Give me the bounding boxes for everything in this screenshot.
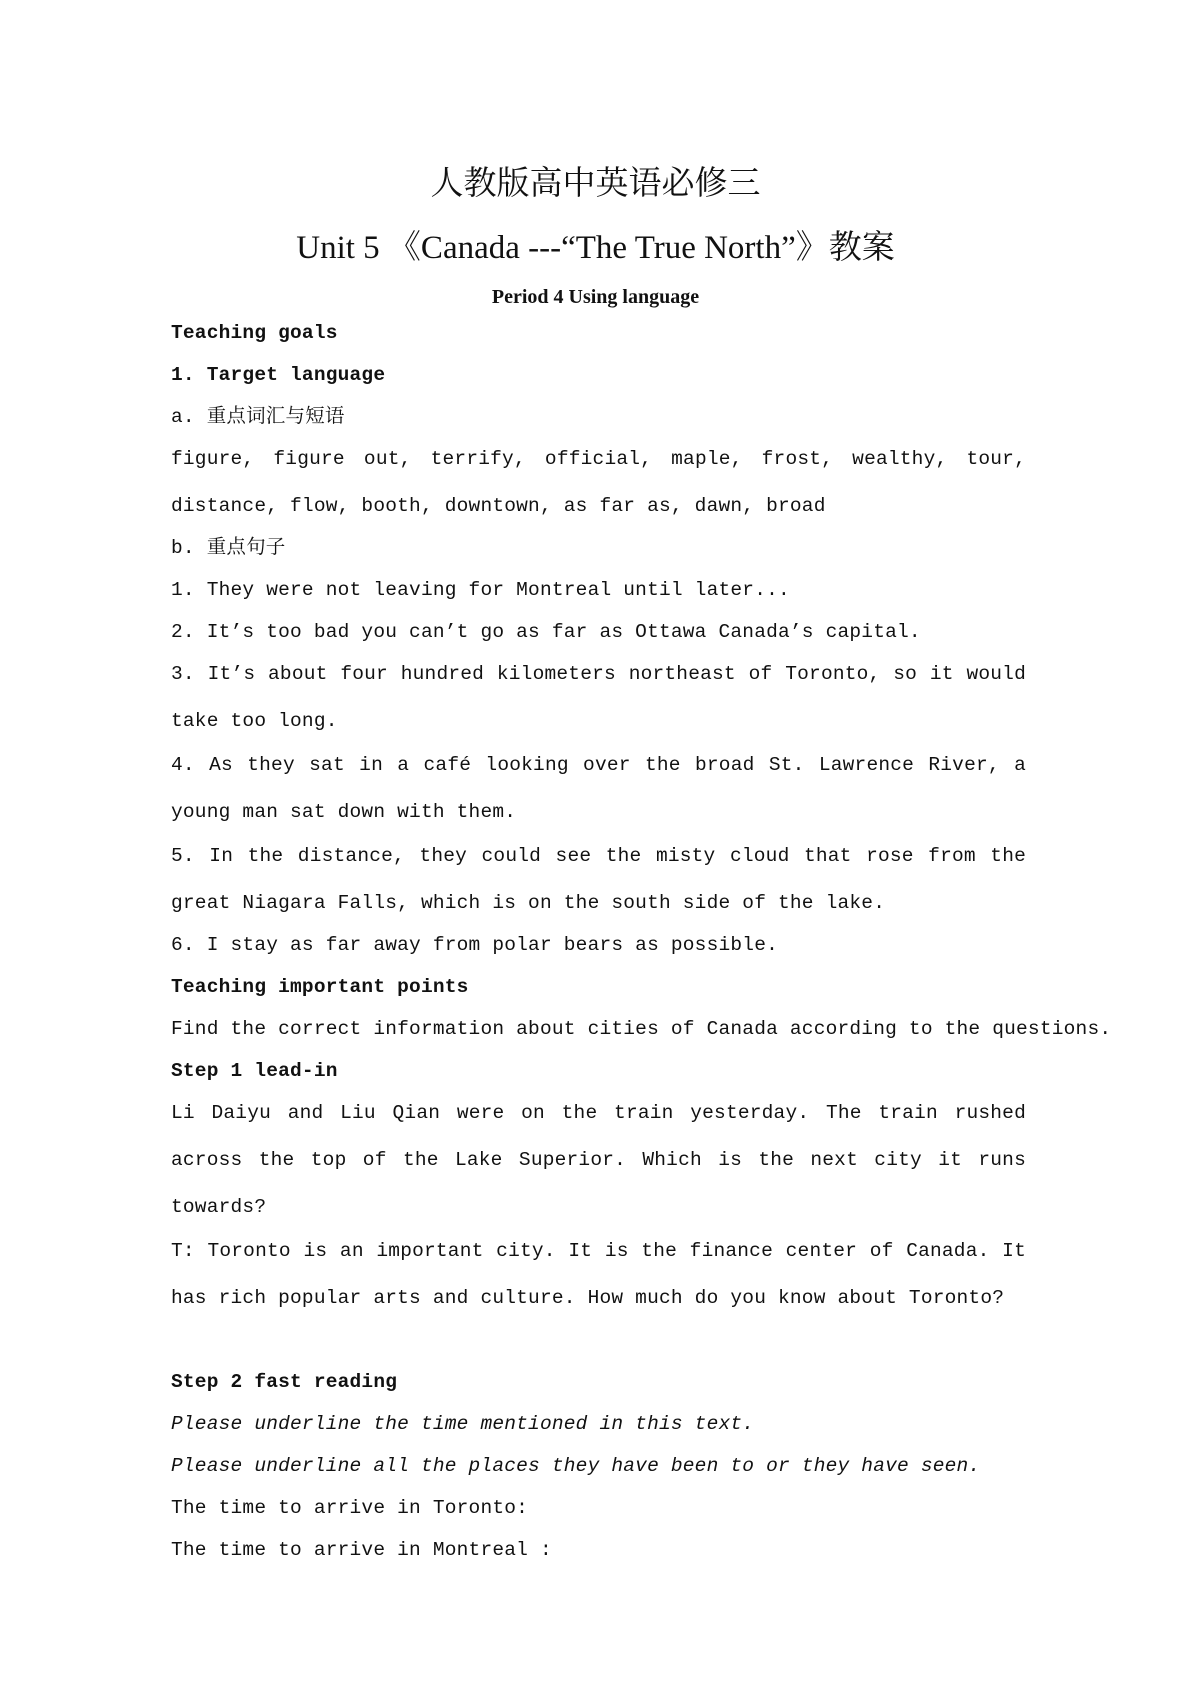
sentence-4: 4. As they sat in a café looking over the broad St. Lawrence River, a young man sat down with them. bbox=[171, 754, 1026, 823]
step2-instruction-1: Please underline the time mentioned in this text. bbox=[171, 1413, 755, 1435]
vocab-list: figure, figure out, terrify, official, maple, frost, wealthy, tour, distance, flow, booth, downtown, as far as, dawn, broad bbox=[171, 448, 1026, 517]
step1-paragraph: Li Daiyu and Liu Qian were on the train yesterday. The train rushed across the top of the Lake Superior. Which is the next city it runs towards? bbox=[171, 1102, 1026, 1218]
sentences-heading: b. 重点句子 bbox=[171, 537, 286, 559]
doc-subtitle: Period 4 Using language bbox=[491, 286, 700, 308]
blank-line bbox=[171, 1319, 1026, 1361]
step2-instruction-2: Please underline all the places they have been to or they have seen. bbox=[171, 1455, 981, 1477]
important-points-text: Find the correct information about cities of Canada according to the questions. bbox=[171, 1018, 1112, 1040]
sentence-2: 2. It’s too bad you can’t go as far as Ottawa Canada’s capital. bbox=[171, 621, 921, 643]
sentence-1: 1. They were not leaving for Montreal until later... bbox=[171, 579, 790, 601]
document-body bbox=[171, 312, 1112, 1571]
sentence-5: 5. In the distance, they could see the misty cloud that rose from the great Niagara Falls, which is on the south side of the lake. bbox=[171, 845, 1026, 914]
sentence-6: 6. I stay as far away from polar bears as possible. bbox=[171, 934, 778, 956]
step2-question-toronto: The time to arrive in Toronto: bbox=[171, 1497, 529, 1519]
teaching-goals-heading: Teaching goals bbox=[171, 322, 338, 344]
step1-heading: Step 1 lead-in bbox=[171, 1060, 338, 1082]
doc-title-unit: Unit 5 《Canada ---“The True North”》教案 bbox=[296, 230, 895, 266]
vocab-heading: a. 重点词汇与短语 bbox=[171, 406, 345, 428]
doc-title-chinese: 人教版高中英语必修三 bbox=[430, 166, 761, 202]
step1-teacher-paragraph: T: Toronto is an important city. It is the finance center of Canada. It has rich popular arts and culture. How much do you know about Toronto? bbox=[171, 1240, 1026, 1309]
step2-question-montreal: The time to arrive in Montreal : bbox=[171, 1539, 552, 1561]
step2-heading: Step 2 fast reading bbox=[171, 1371, 398, 1393]
target-language-heading: 1. Target language bbox=[171, 364, 386, 386]
important-points-heading: Teaching important points bbox=[171, 976, 469, 998]
sentence-3: 3. It’s about four hundred kilometers northeast of Toronto, so it would take too long. bbox=[171, 663, 1026, 732]
